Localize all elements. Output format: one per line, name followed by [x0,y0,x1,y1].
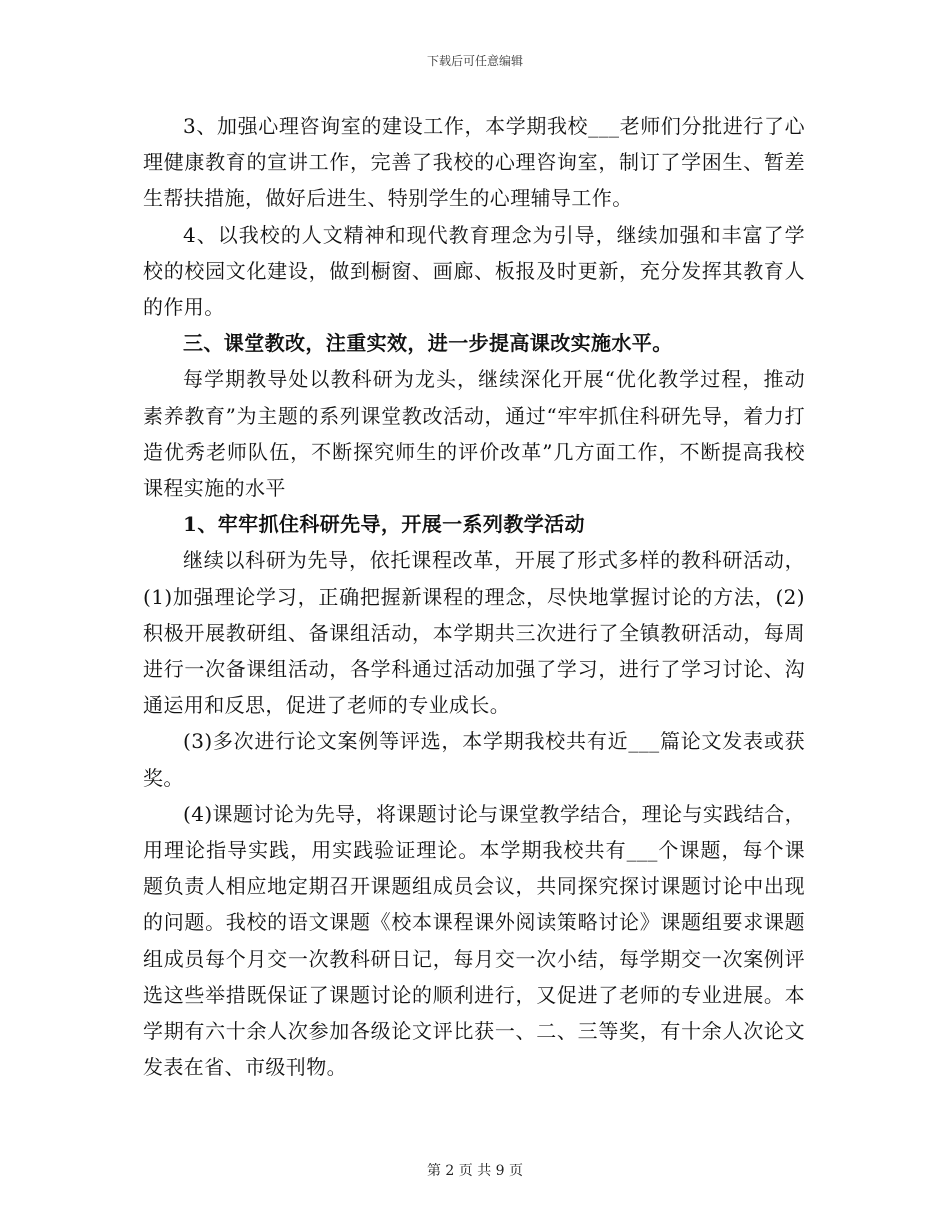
paragraph-paper-selection: (3)多次进行论文案例等评选，本学期我校共有近___篇论文发表或获奖。 [143,729,805,790]
page-header: 下载后可任意编辑 [426,54,523,68]
paragraph-research-activities: 继续以科研为先导，依托课程改革，开展了形式多样的教科研活动，(1)加强理论学习，正确把握新课程的理念，尽快地掌握讨论的方法，(2)积极开展教研组、备课组活动，本学期共三次进行了全镇教研活动，每周进行一次备课组活动，各学科通过活动加强了学习，进行了学习讨论、沟通运用和反思，促进了老师的专业成长。 [143,548,805,718]
section-heading-classroom-reform: 三、课堂教改，注重实效，进一步提高课改实施水平。 [183,331,673,356]
paragraph-teaching-reform-intro: 每学期教导处以教科研为龙头，继续深化开展“优化教学过程，推动素养教育”为主题的系列课堂教改活动，通过“牢牢抓住科研先导，着力打造优秀老师队伍，不断探究师生的评价改革”几方面工作，不断提高我校课程实施的水平 [143,367,805,501]
paragraph-counseling-room: 3、加强心理咨询室的建设工作，本学期我校___老师们分批进行了心理健康教育的宣讲工作，完善了我校的心理咨询室，制订了学困生、暂差生帮扶措施，做好后进生、特别学生的心理辅导工作。 [143,114,805,211]
page-number: 第 2 页 共 9 页 [426,1163,524,1179]
paragraph-campus-culture: 4、以我校的人文精神和现代教育理念为引导，继续加强和丰富了学校的校园文化建设，做到橱窗、画廊、板报及时更新，充分发挥其教育人的作用。 [143,222,805,320]
document-body [143,108,805,1085]
paragraph-topic-research: (4)课题讨论为先导，将课题讨论与课堂教学结合，理论与实践结合，用理论指导实践，用实践验证理论。本学期我校共有___个课题，每个课题负责人相应地定期召开课题组成员会议，共同探究探讨课题讨论中出现的问题。我校的语文课题《校本课程课外阅读策略讨论》课题组要求课题组成员每个月交一次教科研日记，每月交一次小结，每学期交一次案例评选这些举措既保证了课题讨论的顺利进行，又促进了老师的专业进展。本学期有六十余人次参加各级论文评比获一、二、三等奖，有十余人次论文发表在省、市级刊物。 [143,801,805,1080]
subheading-research-leading: 1、牢牢抓住科研先导，开展一系列教学活动 [183,512,585,537]
